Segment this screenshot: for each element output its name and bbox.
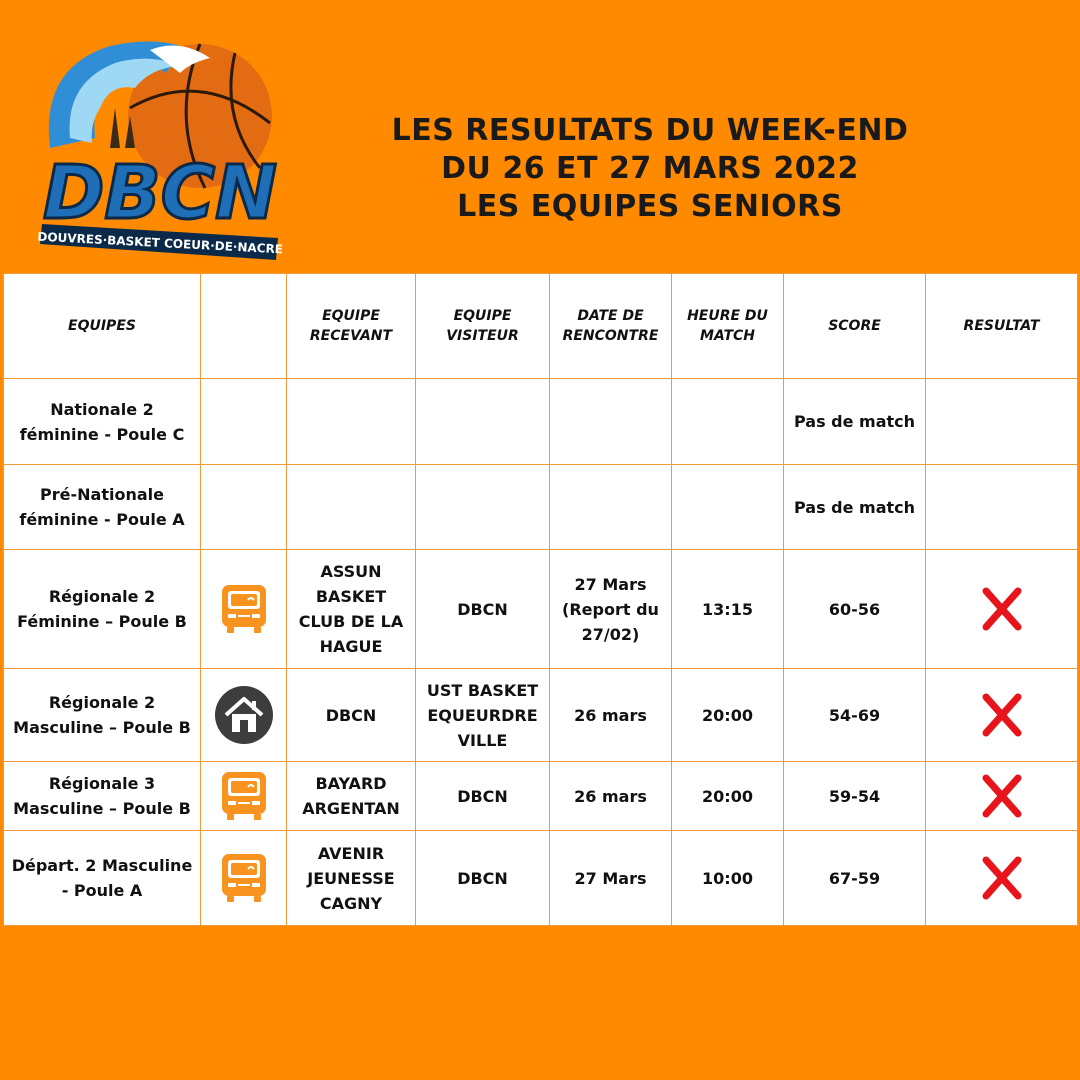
bus-icon [205, 581, 282, 637]
team-cell: Régionale 2 Masculine – Poule B [4, 669, 201, 762]
icon-cell [201, 379, 287, 465]
away-team-cell: DBCN [416, 762, 550, 831]
result-cell [926, 379, 1078, 465]
result-cell [926, 762, 1078, 831]
date-cell: 27 Mars (Report du 27/02) [550, 550, 672, 669]
loss-x-icon [930, 587, 1073, 631]
away-team-cell [416, 465, 550, 550]
loss-x-icon [930, 693, 1073, 737]
bus-icon [205, 850, 282, 906]
time-cell: 10:00 [672, 831, 784, 926]
result-cell [926, 831, 1078, 926]
title-line-3: LES EQUIPES SENIORS [457, 189, 843, 224]
score-cell: 60-56 [784, 550, 926, 669]
team-cell: Régionale 3 Masculine – Poule B [4, 762, 201, 831]
date-cell: 26 mars [550, 669, 672, 762]
table-row [4, 550, 1078, 669]
icon-cell [201, 465, 287, 550]
away-team-cell: DBCN [416, 550, 550, 669]
home-team-cell: BAYARD ARGENTAN [287, 762, 416, 831]
home-team-cell: ASSUN BASKET CLUB DE LA HAGUE [287, 550, 416, 669]
header-icon [201, 274, 287, 379]
result-cell [926, 669, 1078, 762]
home-team-cell [287, 465, 416, 550]
loss-x-icon [930, 856, 1073, 900]
header-equipes: EQUIPES [4, 274, 201, 379]
time-cell [672, 465, 784, 550]
header-date: DATE DE RENCONTRE [550, 274, 672, 379]
team-cell: Départ. 2 Masculine - Poule A [4, 831, 201, 926]
header-heure: HEURE DU MATCH [672, 274, 784, 379]
score-cell: Pas de match [784, 379, 926, 465]
time-cell: 20:00 [672, 669, 784, 762]
time-cell: 13:15 [672, 550, 784, 669]
icon-cell [201, 669, 287, 762]
header-recevant: EQUIPE RECEVANT [287, 274, 416, 379]
score-cell: 59-54 [784, 762, 926, 831]
bus-icon [205, 768, 282, 824]
away-team-cell: DBCN [416, 831, 550, 926]
table-row [4, 762, 1078, 831]
team-cell: Pré-Nationale féminine - Poule A [4, 465, 201, 550]
date-cell: 27 Mars [550, 831, 672, 926]
header-score: SCORE [784, 274, 926, 379]
page-title [330, 112, 970, 226]
icon-cell [201, 762, 287, 831]
table-row [4, 831, 1078, 926]
time-cell [672, 379, 784, 465]
header-visiteur: EQUIPE VISITEUR [416, 274, 550, 379]
table-row [4, 669, 1078, 762]
icon-cell [201, 550, 287, 669]
time-cell: 20:00 [672, 762, 784, 831]
away-team-cell [416, 379, 550, 465]
table-header-row [4, 274, 1078, 379]
team-cell: Nationale 2 féminine - Poule C [4, 379, 201, 465]
home-team-cell: AVENIR JEUNESSE CAGNY [287, 831, 416, 926]
table-row [4, 379, 1078, 465]
result-cell [926, 465, 1078, 550]
date-cell: 26 mars [550, 762, 672, 831]
logo-letters: DBCN [42, 150, 278, 236]
score-cell: Pas de match [784, 465, 926, 550]
away-team-cell: UST BASKET EQUEURDRE VILLE [416, 669, 550, 762]
icon-cell [201, 831, 287, 926]
club-logo [30, 28, 290, 268]
date-cell [550, 379, 672, 465]
loss-x-icon [930, 774, 1073, 818]
home-team-cell [287, 379, 416, 465]
result-cell [926, 550, 1078, 669]
score-cell: 67-59 [784, 831, 926, 926]
home-team-cell: DBCN [287, 669, 416, 762]
date-cell [550, 465, 672, 550]
header-resultat: RESULTAT [926, 274, 1078, 379]
team-cell: Régionale 2 Féminine – Poule B [4, 550, 201, 669]
score-cell: 54-69 [784, 669, 926, 762]
table-row [4, 465, 1078, 550]
home-icon [205, 685, 282, 745]
title-line-2: DU 26 ET 27 MARS 2022 [441, 151, 859, 186]
results-table [3, 273, 1078, 926]
title-line-1: LES RESULTATS DU WEEK-END [391, 113, 909, 148]
logo-subtitle: DOUVRES·BASKET COEUR·DE·NACRE [37, 229, 284, 257]
